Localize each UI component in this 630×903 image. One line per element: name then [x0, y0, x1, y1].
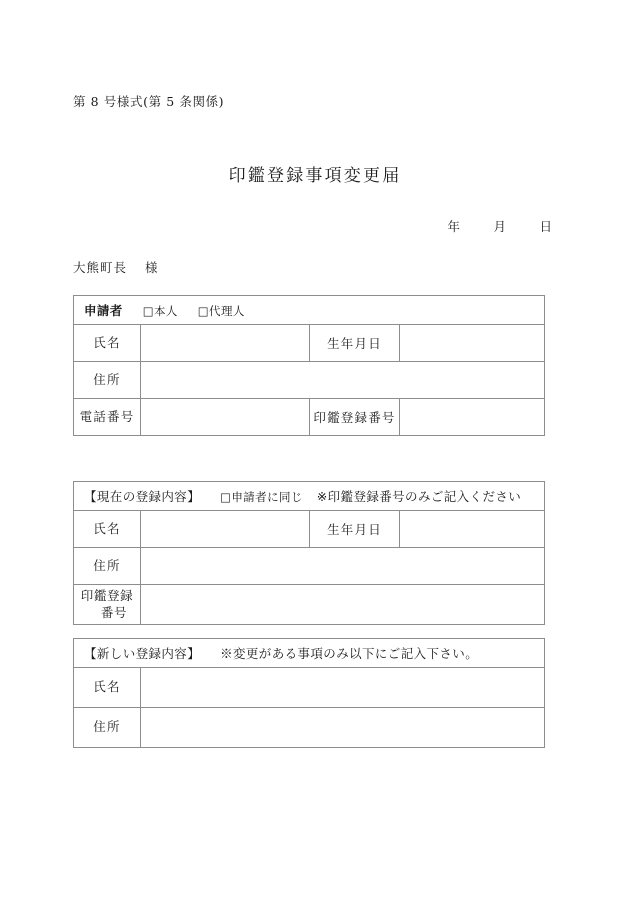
new-registration-banner [74, 639, 545, 668]
applicant-banner [74, 296, 545, 325]
checkbox-same-as-applicant[interactable]: □申請者に同じ [220, 490, 303, 504]
table-row [74, 325, 545, 362]
checkbox-self[interactable]: □本人 [142, 304, 178, 318]
date-line [418, 217, 552, 235]
page-title: 印鑑登録事項変更届 [228, 166, 402, 186]
field-applicant-birthdate[interactable] [400, 325, 545, 362]
applicant-table [73, 295, 545, 436]
table-row [74, 585, 545, 625]
checkbox-proxy[interactable]: □代理人 [197, 304, 245, 318]
current-registration-banner [74, 482, 545, 511]
field-applicant-address[interactable] [141, 362, 545, 399]
label-address: 住所 [74, 548, 141, 585]
label-seal-number: 印鑑登録番号 [310, 399, 400, 436]
table-row [74, 296, 545, 325]
field-applicant-seal-number[interactable] [400, 399, 545, 436]
table-row [74, 639, 545, 668]
table-row [74, 548, 545, 585]
table-row [74, 708, 545, 748]
field-current-address[interactable] [141, 548, 545, 585]
date-day-label: 日 [539, 219, 552, 234]
addressee-office: 大熊町長 [73, 260, 128, 275]
current-registration-heading: 【現在の登録内容】 [84, 489, 201, 504]
addressee-honorific: 様 [145, 260, 159, 275]
new-registration-heading: 【新しい登録内容】 [84, 646, 201, 661]
current-registration-note: ※印鑑登録番号のみご記入ください [316, 489, 522, 504]
table-row [74, 668, 545, 708]
label-seal-number-line1: 印鑑登録 [80, 587, 134, 603]
field-current-birthdate[interactable] [400, 511, 545, 548]
label-phone: 電話番号 [74, 399, 141, 436]
table-row [74, 511, 545, 548]
label-address: 住所 [74, 708, 141, 748]
field-applicant-phone[interactable] [141, 399, 310, 436]
addressee [73, 258, 159, 276]
field-new-address[interactable] [141, 708, 545, 748]
current-registration-table [73, 481, 545, 625]
label-name: 氏名 [74, 325, 141, 362]
table-row [74, 362, 545, 399]
field-new-name[interactable] [141, 668, 545, 708]
new-registration-note: ※変更がある事項のみ以下にご記入下さい。 [220, 646, 479, 661]
date-year-label: 年 [447, 219, 461, 234]
label-name: 氏名 [74, 668, 141, 708]
field-current-seal-number[interactable] [141, 585, 545, 625]
form-code: 第 8 号様式(第 5 条関係) [73, 94, 225, 109]
field-current-name[interactable] [141, 511, 310, 548]
label-name: 氏名 [74, 511, 141, 548]
new-registration-table [73, 638, 545, 748]
date-month-label: 月 [493, 219, 507, 234]
table-row [74, 482, 545, 511]
label-birthdate: 生年月日 [310, 325, 400, 362]
label-seal-number-line2: 番号 [100, 604, 128, 620]
label-seal-number [74, 585, 141, 625]
label-address: 住所 [74, 362, 141, 399]
table-row [74, 399, 545, 436]
applicant-heading: 申請者 [84, 303, 123, 318]
field-applicant-name[interactable] [141, 325, 310, 362]
label-birthdate: 生年月日 [310, 511, 400, 548]
